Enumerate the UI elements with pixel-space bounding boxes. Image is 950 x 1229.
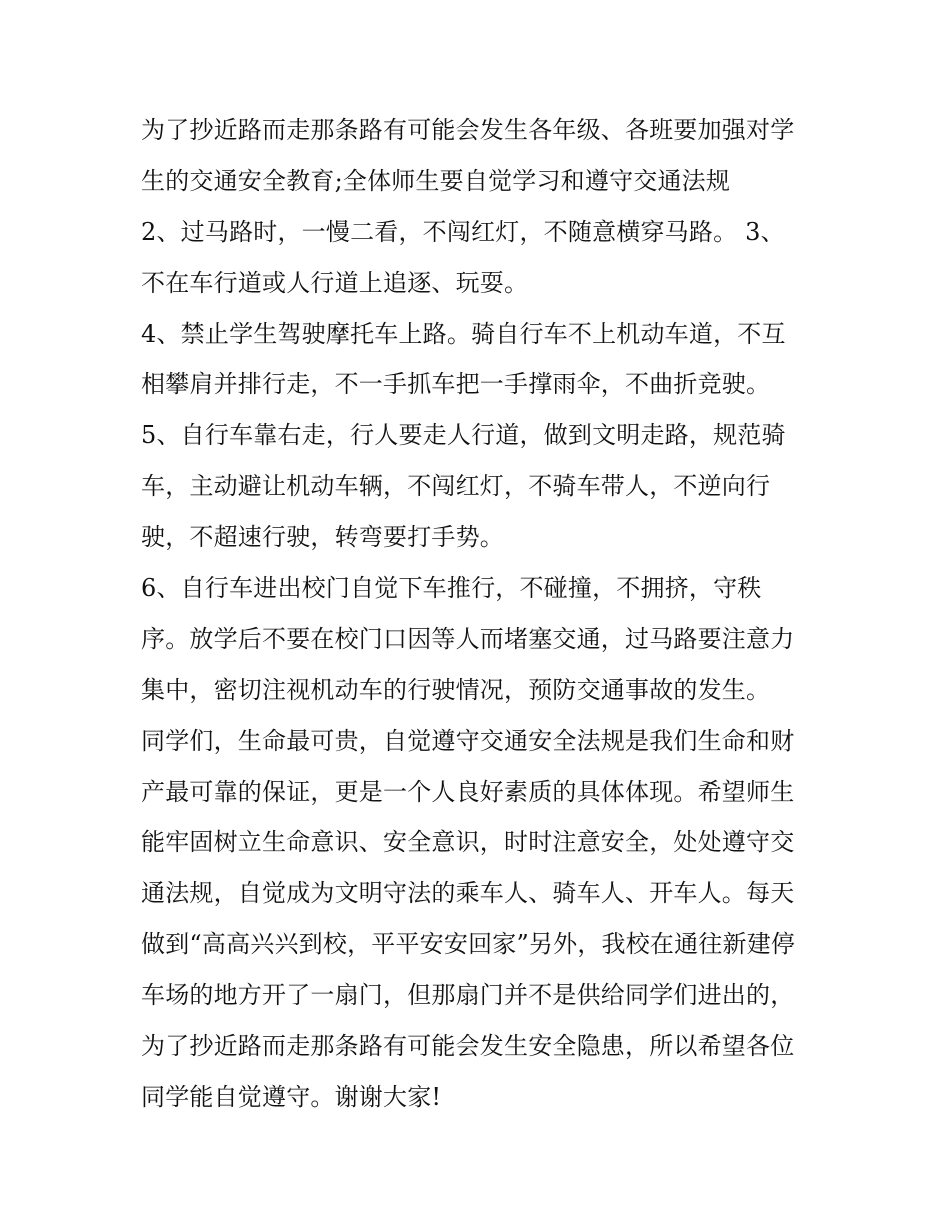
text-line-4: 不在车行道或人行道上追逐、玩耍。 <box>141 268 529 297</box>
text-line-19: 为了抄近路而走那条路有可能会发生安全隐患，所以希望各位 <box>141 1032 795 1061</box>
text-line-15: 能牢固树立生命意识、安全意识，时时注意安全，处处遵守交 <box>141 828 795 857</box>
text-line-6: 相攀肩并排行走，不一手抓车把一手撑雨伞，不曲折竞驶。 <box>141 370 771 399</box>
text-line-20: 同学能自觉遵守。谢谢大家! <box>141 1082 442 1111</box>
text-line-9: 驶，不超速行驶，转弯要打手势。 <box>141 523 504 552</box>
text-line-12: 集中，密切注视机动车的行驶情况，预防交通事故的发生。 <box>141 675 771 704</box>
document-body <box>141 105 821 1123</box>
text-line-11: 序。放学后不要在校门口因等人而堵塞交通，过马路要注意力 <box>141 624 795 653</box>
text-line-16: 通法规，自觉成为文明守法的乘车人、骑车人、开车人。每天 <box>141 879 795 908</box>
text-line-10: 6、自行车进出校门自觉下车推行，不碰撞，不拥挤，守秩 <box>141 574 762 603</box>
text-line-8: 车，主动避让机动车辆，不闯红灯，不骑车带人，不逆向行 <box>141 472 771 501</box>
text-line-17: 做到“高高兴兴到校，平平安安回家”另外，我校在通往新建停 <box>141 930 796 959</box>
text-line-14: 产最可靠的保证，更是一个人良好素质的具体体现。希望师生 <box>141 777 795 806</box>
text-line-5: 4、禁止学生驾驶摩托车上路。骑自行车不上机动车道，不互 <box>141 319 786 348</box>
text-line-3: 2、过马路时，一慢二看，不闯红灯，不随意横穿马路。 3、 <box>141 217 785 246</box>
text-line-1: 为了抄近路而走那条路有可能会发生各年级、各班要加强对学 <box>141 116 795 144</box>
text-line-7: 5、自行车靠右走，行人要走人行道，做到文明走路，规范骑 <box>141 421 786 450</box>
text-line-13: 同学们，生命最可贵，自觉遵守交通安全法规是我们生命和财 <box>141 726 795 755</box>
text-line-2: 生的交通安全教育;全体师生要自觉学习和遵守交通法规 <box>141 166 731 195</box>
text-line-18: 车场的地方开了一扇门，但那扇门并不是供给同学们进出的， <box>141 981 795 1010</box>
